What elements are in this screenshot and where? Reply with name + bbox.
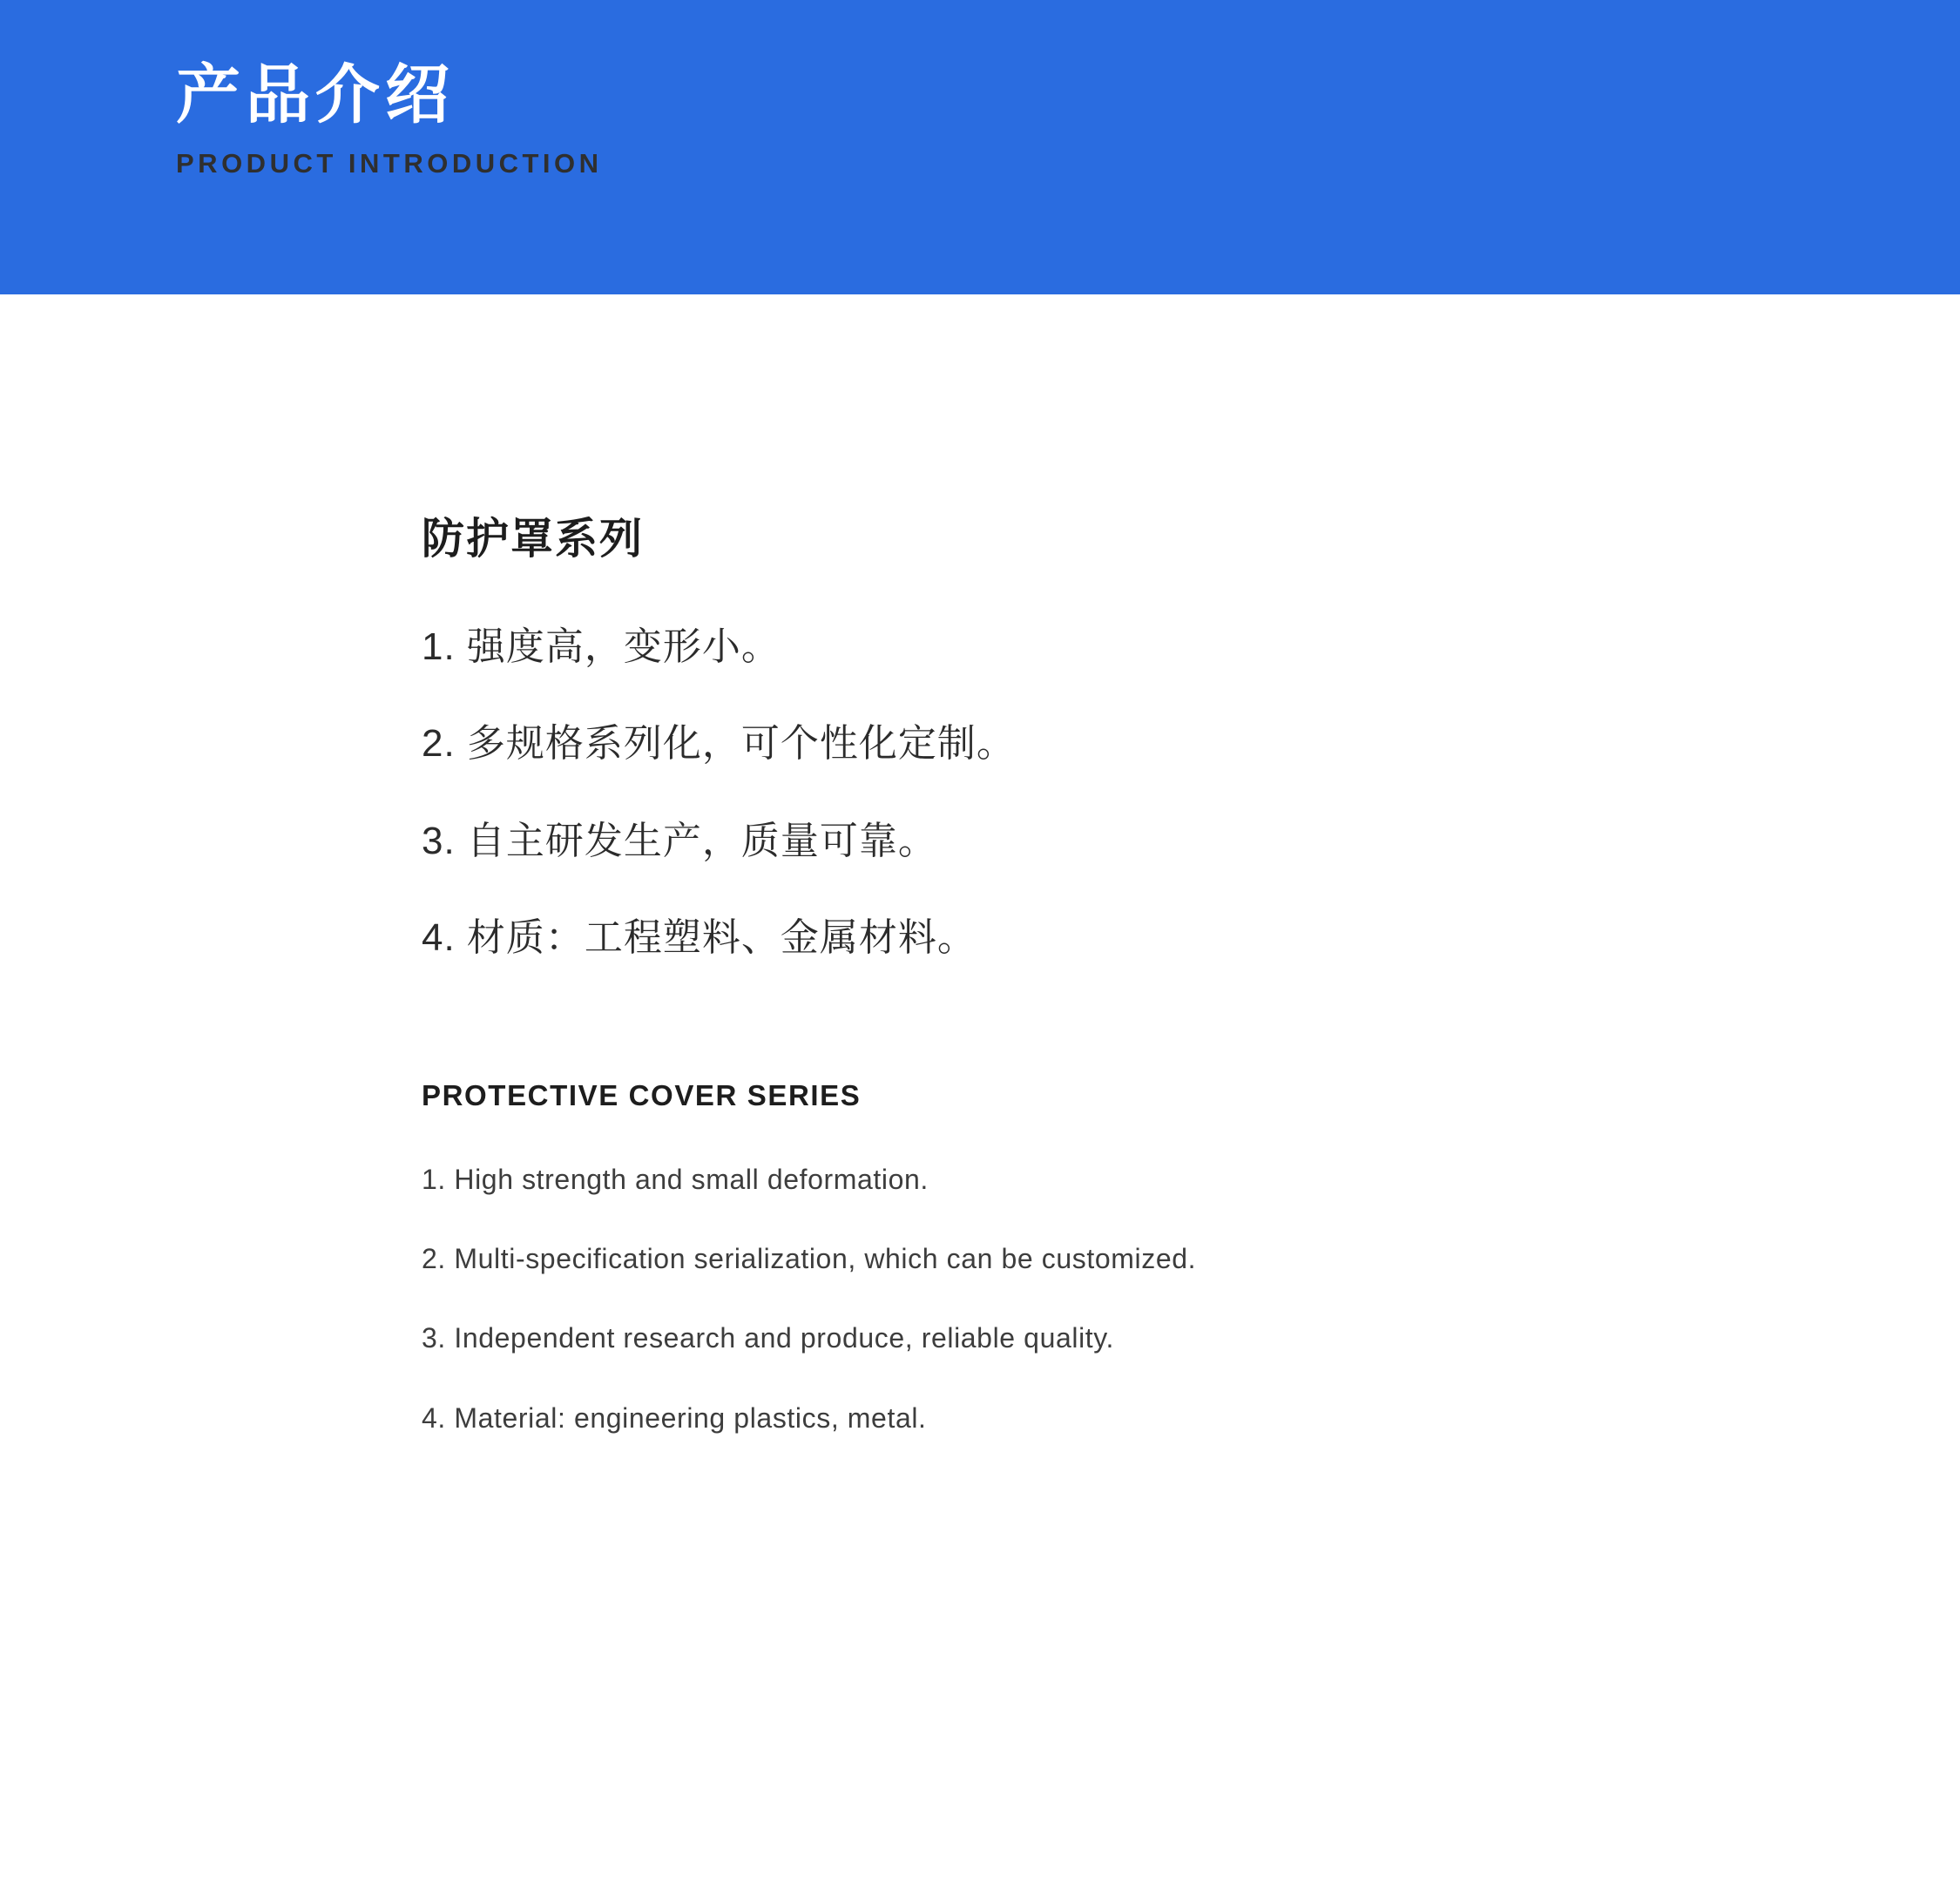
product-content: [422, 514, 1728, 1437]
list-item: 2. 多规格系列化，可个性化定制。: [422, 722, 1016, 766]
page-title-chinese: 产品介绍: [176, 58, 455, 131]
header-text-group: [176, 59, 603, 179]
list-item: 4. 材质：工程塑料、金属材料。: [422, 915, 977, 959]
feature-list-chinese: [422, 621, 1728, 964]
list-item: 1. High strength and small deformation.: [422, 1163, 929, 1195]
list-item: 1. 强度高，变形小。: [422, 625, 781, 668]
list-item: 4. Material: engineering plastics, metal.: [422, 1401, 927, 1434]
page-header-banner: [0, 0, 1960, 294]
feature-list-english: [422, 1161, 1728, 1437]
section-title-chinese: 防护罩系列: [422, 516, 645, 563]
list-item: 3. Independent research and produce, reliable quality.: [422, 1322, 1114, 1354]
section-title-english: PROTECTIVE COVER SERIES: [422, 1079, 862, 1112]
list-item: 3. 自主研发生产，质量可靠。: [422, 819, 937, 862]
page-title-english: PRODUCT INTRODUCTION: [176, 148, 603, 179]
list-item: 2. Multi-specification serialization, which can be customized.: [422, 1243, 1197, 1275]
